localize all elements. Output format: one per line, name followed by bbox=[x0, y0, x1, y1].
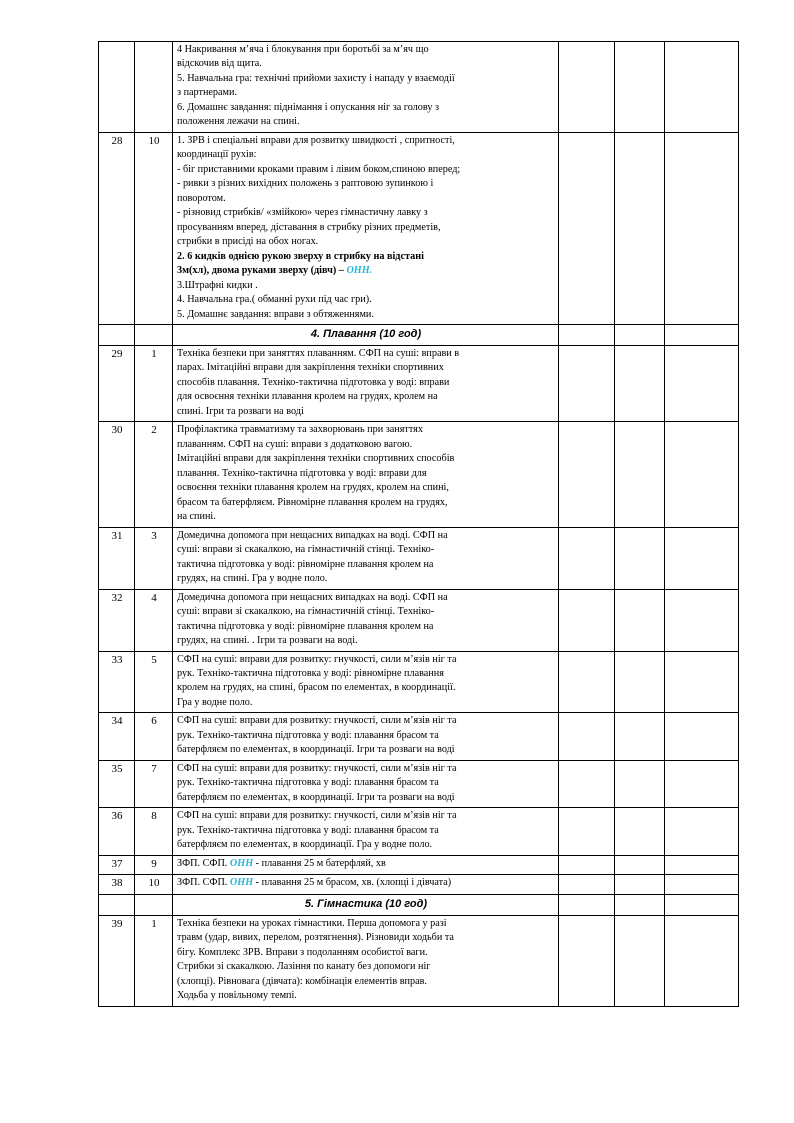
hours-cell bbox=[135, 325, 173, 346]
empty-column-2-cell[interactable] bbox=[615, 422, 665, 527]
empty-column-2-cell[interactable] bbox=[615, 808, 665, 855]
content-line-text: бігу. Комплекс ЗРВ. Вправи з подоланням особистої ваги. bbox=[177, 946, 428, 958]
table-body bbox=[99, 42, 739, 1007]
content-line-text: рук. Техніко-тактична підготовка у воді: плавання брасом та bbox=[177, 777, 439, 789]
content-line-text: СФП на суші: вправи для розвитку: гнучкості, сили м’язів ніг та bbox=[177, 715, 457, 727]
hours-cell: 2 bbox=[135, 422, 173, 527]
hours-cell: 8 bbox=[135, 808, 173, 855]
content-line-text: на спині. bbox=[177, 511, 216, 523]
lesson-content-cell bbox=[173, 760, 559, 807]
content-line bbox=[177, 206, 555, 220]
table-row bbox=[99, 422, 739, 527]
empty-column-1-cell[interactable] bbox=[559, 651, 615, 713]
content-line-text: 3.Штрафні кидки . bbox=[177, 279, 258, 291]
content-line bbox=[177, 653, 555, 667]
lesson-number-cell: 37 bbox=[99, 855, 135, 875]
content-line bbox=[177, 529, 555, 543]
content-line-text: суші: вправи зі скакалкою, на гімнастичній стінці. Техніко- bbox=[177, 544, 435, 556]
empty-column-3-cell[interactable] bbox=[665, 651, 739, 713]
content-line-text: 2. 6 кидків однією рукою зверху в стрибку на відстані bbox=[177, 250, 424, 262]
content-line-text: СФП на суші: вправи для розвитку: гнучкості, сили м’язів ніг та bbox=[177, 653, 457, 665]
lesson-number-cell: 33 bbox=[99, 651, 135, 713]
content-line-text: Профілактика травматизму та захворювань при заняттях bbox=[177, 424, 423, 436]
empty-column-2-cell[interactable] bbox=[615, 325, 665, 346]
content-line-text: суші: вправи зі скакалкою, на гімнастичній стінці. Техніко- bbox=[177, 606, 435, 618]
lesson-number-cell: 35 bbox=[99, 760, 135, 807]
hours-cell: 1 bbox=[135, 345, 173, 421]
content-line bbox=[177, 496, 555, 510]
content-line bbox=[177, 376, 555, 390]
content-line-text: - різновид стрибків/ «змійкою» через гімнастичну лавку з bbox=[177, 207, 428, 219]
empty-column-1-cell[interactable] bbox=[559, 527, 615, 589]
content-line-text: 3м(хл), двома руками зверху (дівч) – bbox=[177, 265, 347, 277]
empty-column-1-cell[interactable] bbox=[559, 875, 615, 895]
content-line bbox=[177, 279, 555, 293]
content-line-text: грудях, на спині. . Ігри та розваги на воді. bbox=[177, 635, 358, 647]
hours-cell: 7 bbox=[135, 760, 173, 807]
content-line bbox=[177, 250, 555, 264]
lesson-number-cell: 39 bbox=[99, 915, 135, 1006]
table-row bbox=[99, 651, 739, 713]
content-line bbox=[177, 221, 555, 235]
empty-column-1-cell[interactable] bbox=[559, 42, 615, 133]
table-row bbox=[99, 875, 739, 895]
hours-cell bbox=[135, 42, 173, 133]
empty-column-1-cell[interactable] bbox=[559, 808, 615, 855]
lesson-content-cell bbox=[173, 651, 559, 713]
empty-column-3-cell[interactable] bbox=[665, 855, 739, 875]
content-line bbox=[177, 177, 555, 191]
lesson-content-cell bbox=[173, 42, 559, 133]
content-line-text: освоєння техніки плавання кролем на грудях, кролем на спині, bbox=[177, 482, 449, 494]
content-line bbox=[177, 72, 555, 86]
content-line bbox=[177, 681, 555, 695]
lesson-number-cell: 29 bbox=[99, 345, 135, 421]
content-line bbox=[177, 347, 555, 361]
empty-column-3-cell[interactable] bbox=[665, 713, 739, 760]
content-line-text: спині. Ігри та розваги на воді bbox=[177, 405, 304, 417]
table-row bbox=[99, 915, 739, 1006]
content-line-text: поворотом. bbox=[177, 192, 226, 204]
hours-cell: 1 bbox=[135, 915, 173, 1006]
content-line-text: Ходьба у повільному темпі. bbox=[177, 990, 297, 1002]
empty-column-1-cell[interactable] bbox=[559, 589, 615, 651]
lesson-number-cell: 36 bbox=[99, 808, 135, 855]
content-line bbox=[177, 148, 555, 162]
content-line bbox=[177, 390, 555, 404]
content-line-text: рук. Техніко-тактична підготовка у воді: рівномірне плавання bbox=[177, 667, 444, 679]
content-line-text: рук. Техніко-тактична підготовка у воді: плавання брасом та bbox=[177, 729, 439, 741]
empty-column-1-cell[interactable] bbox=[559, 760, 615, 807]
content-line bbox=[177, 43, 555, 57]
content-line bbox=[177, 86, 555, 100]
content-line bbox=[177, 264, 555, 278]
empty-column-1-cell[interactable] bbox=[559, 325, 615, 346]
content-line bbox=[177, 838, 555, 852]
empty-column-2-cell[interactable] bbox=[615, 589, 665, 651]
lesson-content-cell bbox=[173, 713, 559, 760]
lesson-number-cell bbox=[99, 42, 135, 133]
empty-column-2-cell[interactable] bbox=[615, 875, 665, 895]
onn-accent-label: ОНН. bbox=[346, 265, 373, 277]
content-line bbox=[177, 543, 555, 557]
content-line bbox=[177, 163, 555, 177]
content-line-text: рук. Техніко-тактична підготовка у воді: плавання брасом та bbox=[177, 824, 439, 836]
content-line-text: 5. Домашнє завдання: вправи з обтяженнями. bbox=[177, 308, 374, 320]
table-section-row bbox=[99, 895, 739, 916]
hours-cell: 5 bbox=[135, 651, 173, 713]
content-line-text: СФП на суші: вправи для розвитку: гнучкості, сили м’язів ніг та bbox=[177, 810, 457, 822]
empty-column-3-cell[interactable] bbox=[665, 132, 739, 324]
content-line-text: тактична підготовка у воді: рівномірне плавання кролем на bbox=[177, 558, 434, 570]
empty-column-1-cell[interactable] bbox=[559, 855, 615, 875]
lesson-content-cell bbox=[173, 345, 559, 421]
content-line bbox=[177, 809, 555, 823]
content-line-text: (хлопці). Рівновага (дівчата): комбінація елементів вправ. bbox=[177, 975, 427, 987]
lesson-content-cell bbox=[173, 422, 559, 527]
empty-column-2-cell[interactable] bbox=[615, 760, 665, 807]
hours-cell: 10 bbox=[135, 132, 173, 324]
lesson-number-cell: 38 bbox=[99, 875, 135, 895]
content-line bbox=[177, 115, 555, 129]
empty-column-2-cell[interactable] bbox=[615, 345, 665, 421]
content-line bbox=[177, 960, 555, 974]
content-line bbox=[177, 452, 555, 466]
lesson-number-cell: 28 bbox=[99, 132, 135, 324]
content-line bbox=[177, 605, 555, 619]
lesson-number-cell: 32 bbox=[99, 589, 135, 651]
hours-cell: 3 bbox=[135, 527, 173, 589]
onn-accent-label: ОНН bbox=[229, 877, 254, 889]
content-line bbox=[177, 572, 555, 586]
content-line bbox=[177, 620, 555, 634]
content-line bbox=[177, 729, 555, 743]
section-title: 5. Гімнастика (10 год) bbox=[173, 895, 559, 916]
content-line-text: положення лежачи на спині. bbox=[177, 116, 300, 128]
content-line bbox=[177, 791, 555, 805]
lesson-plan-table bbox=[98, 41, 739, 1007]
empty-column-2-cell[interactable] bbox=[615, 713, 665, 760]
hours-cell bbox=[135, 895, 173, 916]
lesson-number-cell: 31 bbox=[99, 527, 135, 589]
table-row bbox=[99, 808, 739, 855]
content-line-text: травм (удар, вивих, перелом, розтягнення). Різновиди ходьби та bbox=[177, 932, 454, 944]
hours-cell: 4 bbox=[135, 589, 173, 651]
empty-column-3-cell[interactable] bbox=[665, 325, 739, 346]
content-line bbox=[177, 481, 555, 495]
content-line-text: 5. Навчальна гра: технічні прийоми захисту і нападу у взаємодії bbox=[177, 72, 455, 84]
empty-column-3-cell[interactable] bbox=[665, 422, 739, 527]
content-line bbox=[177, 438, 555, 452]
content-line bbox=[177, 917, 555, 931]
content-line-text: СФП на суші: вправи для розвитку: гнучкості, сили м’язів ніг та bbox=[177, 762, 457, 774]
content-line-text: парах. Імітаційні вправи для закріплення техніки спортивних bbox=[177, 362, 444, 374]
empty-column-2-cell[interactable] bbox=[615, 855, 665, 875]
empty-column-1-cell[interactable] bbox=[559, 132, 615, 324]
content-line-text: просуванням вперед, діставання в стрибку різних предметів, bbox=[177, 221, 441, 233]
content-line bbox=[177, 134, 555, 148]
empty-column-3-cell[interactable] bbox=[665, 915, 739, 1006]
empty-column-1-cell[interactable] bbox=[559, 345, 615, 421]
content-line-text: плаванням. СФП на суші: вправи з додатковою вагою. bbox=[177, 438, 413, 450]
lesson-content-cell bbox=[173, 855, 559, 875]
content-line-text-after: - плавання 25 м батерфляй, хв bbox=[253, 857, 386, 869]
content-line-text: стрибки в присіді на обох ногах. bbox=[177, 236, 319, 248]
content-line bbox=[177, 989, 555, 1003]
content-line-text: 4 Накривання м’яча і блокування при боротьбі за м’яч що bbox=[177, 44, 429, 55]
content-line bbox=[177, 696, 555, 710]
content-line bbox=[177, 510, 555, 524]
empty-column-3-cell[interactable] bbox=[665, 760, 739, 807]
table-row bbox=[99, 527, 739, 589]
empty-column-3-cell[interactable] bbox=[665, 589, 739, 651]
empty-column-1-cell[interactable] bbox=[559, 915, 615, 1006]
content-line-text: - біг приставними кроками правим і лівим боком,спиною вперед; bbox=[177, 163, 461, 175]
content-line bbox=[177, 762, 555, 776]
lesson-content-cell bbox=[173, 132, 559, 324]
empty-column-2-cell[interactable] bbox=[615, 132, 665, 324]
hours-cell: 9 bbox=[135, 855, 173, 875]
content-line-text: ЗФП. СФП. bbox=[177, 877, 230, 889]
empty-column-3-cell[interactable] bbox=[665, 808, 739, 855]
empty-column-2-cell[interactable] bbox=[615, 895, 665, 916]
content-line-text: ЗФП. СФП. bbox=[177, 857, 230, 869]
content-line bbox=[177, 857, 555, 871]
content-line-text: Домедична допомога при нещасних випадках на воді. СФП на bbox=[177, 529, 448, 541]
hours-cell: 6 bbox=[135, 713, 173, 760]
table-row bbox=[99, 345, 739, 421]
lesson-content-cell bbox=[173, 915, 559, 1006]
content-line-text: батерфляєм по елементах, в координації. Ігри та розваги на воді bbox=[177, 791, 455, 803]
content-line-text: відскочив від щита. bbox=[177, 58, 262, 70]
content-line-text: Техніка безпеки на уроках гімнастики. Перша допомога у разі bbox=[177, 917, 447, 929]
content-line-text: батерфляєм по елементах, в координації. Гра у водне поло. bbox=[177, 839, 433, 851]
empty-column-3-cell[interactable] bbox=[665, 345, 739, 421]
content-line bbox=[177, 405, 555, 419]
content-line-text: тактична підготовка у воді: рівномірне плавання кролем на bbox=[177, 620, 434, 632]
lesson-content-cell bbox=[173, 527, 559, 589]
empty-column-3-cell[interactable] bbox=[665, 895, 739, 916]
content-line bbox=[177, 423, 555, 437]
content-line bbox=[177, 714, 555, 728]
content-line bbox=[177, 467, 555, 481]
content-line bbox=[177, 101, 555, 115]
empty-column-3-cell[interactable] bbox=[665, 42, 739, 133]
table-section-row bbox=[99, 325, 739, 346]
content-line bbox=[177, 235, 555, 249]
hours-cell: 10 bbox=[135, 875, 173, 895]
content-line-text: Техніка безпеки при заняттях плаванням. СФП на суші: вправи в bbox=[177, 347, 460, 359]
empty-column-3-cell[interactable] bbox=[665, 875, 739, 895]
content-line-text: 1. ЗРВ і спеціальні вправи для розвитку швидкості , спритності, bbox=[177, 134, 455, 146]
content-line-text: батерфляєм по елементах, в координації. Ігри та розваги на воді bbox=[177, 744, 455, 756]
content-line-text: координації рухів: bbox=[177, 149, 257, 161]
empty-column-1-cell[interactable] bbox=[559, 895, 615, 916]
content-line bbox=[177, 361, 555, 375]
content-line-text: для освоєння техніки плавання кролем на грудях, кролем на bbox=[177, 391, 438, 403]
content-line bbox=[177, 743, 555, 757]
content-line bbox=[177, 776, 555, 790]
content-line-text: 6. Домашнє завдання: піднімання і опускання ніг за голову з bbox=[177, 101, 439, 113]
lesson-number-cell bbox=[99, 895, 135, 916]
content-line-text: кролем на грудях, на спині, брасом по елементах, в координації. bbox=[177, 682, 456, 694]
content-line-text: плавання. Техніко-тактична підготовка у воді: вправи для bbox=[177, 467, 427, 479]
content-line bbox=[177, 876, 555, 890]
empty-column-1-cell[interactable] bbox=[559, 422, 615, 527]
lesson-plan-table-wrapper bbox=[98, 41, 738, 1007]
table-row bbox=[99, 855, 739, 875]
lesson-number-cell: 30 bbox=[99, 422, 135, 527]
empty-column-2-cell[interactable] bbox=[615, 527, 665, 589]
onn-accent-label: ОНН bbox=[229, 857, 254, 869]
content-line bbox=[177, 57, 555, 71]
table-row bbox=[99, 760, 739, 807]
content-line-text: з партнерами. bbox=[177, 87, 237, 99]
content-line bbox=[177, 667, 555, 681]
content-line-text: Імітаційні вправи для закріплення техніки спортивних способів bbox=[177, 453, 455, 465]
content-line bbox=[177, 558, 555, 572]
content-line bbox=[177, 293, 555, 307]
lesson-number-cell bbox=[99, 325, 135, 346]
empty-column-3-cell[interactable] bbox=[665, 527, 739, 589]
content-line bbox=[177, 824, 555, 838]
content-line-text-after: - плавання 25 м брасом, хв. (хлопці і дівчата) bbox=[253, 877, 452, 889]
empty-column-2-cell[interactable] bbox=[615, 651, 665, 713]
lesson-content-cell bbox=[173, 875, 559, 895]
content-line bbox=[177, 591, 555, 605]
content-line-text: брасом та батерфляєм. Рівномірне плавання кролем на грудях, bbox=[177, 496, 448, 508]
content-line-text: Гра у водне поло. bbox=[177, 696, 253, 708]
content-line-text: Стрибки зі скакалкою. Лазіння по канату без допомоги ніг bbox=[177, 961, 431, 973]
content-line bbox=[177, 931, 555, 945]
content-line-text: 4. Навчальна гра.( обманні рухи під час гри). bbox=[177, 294, 372, 306]
empty-column-2-cell[interactable] bbox=[615, 42, 665, 133]
lesson-content-cell bbox=[173, 589, 559, 651]
content-line bbox=[177, 975, 555, 989]
content-line-text: способів плавання. Техніко-тактична підготовка у воді: вправи bbox=[177, 376, 450, 388]
content-line-text: - ривки з різних вихідних положень з раптовою зупинкою і bbox=[177, 178, 434, 190]
content-line bbox=[177, 634, 555, 648]
table-row bbox=[99, 713, 739, 760]
content-line-text: Домедична допомога при нещасних випадках на воді. СФП на bbox=[177, 591, 448, 603]
content-line bbox=[177, 308, 555, 322]
table-row bbox=[99, 42, 739, 133]
lesson-content-cell bbox=[173, 808, 559, 855]
table-row bbox=[99, 589, 739, 651]
content-line bbox=[177, 946, 555, 960]
empty-column-1-cell[interactable] bbox=[559, 713, 615, 760]
section-title: 4. Плавання (10 год) bbox=[173, 325, 559, 346]
content-line-text: грудях, на спині. Гра у водне поло. bbox=[177, 573, 328, 585]
empty-column-2-cell[interactable] bbox=[615, 915, 665, 1006]
table-row bbox=[99, 132, 739, 324]
content-line bbox=[177, 192, 555, 206]
lesson-number-cell: 34 bbox=[99, 713, 135, 760]
